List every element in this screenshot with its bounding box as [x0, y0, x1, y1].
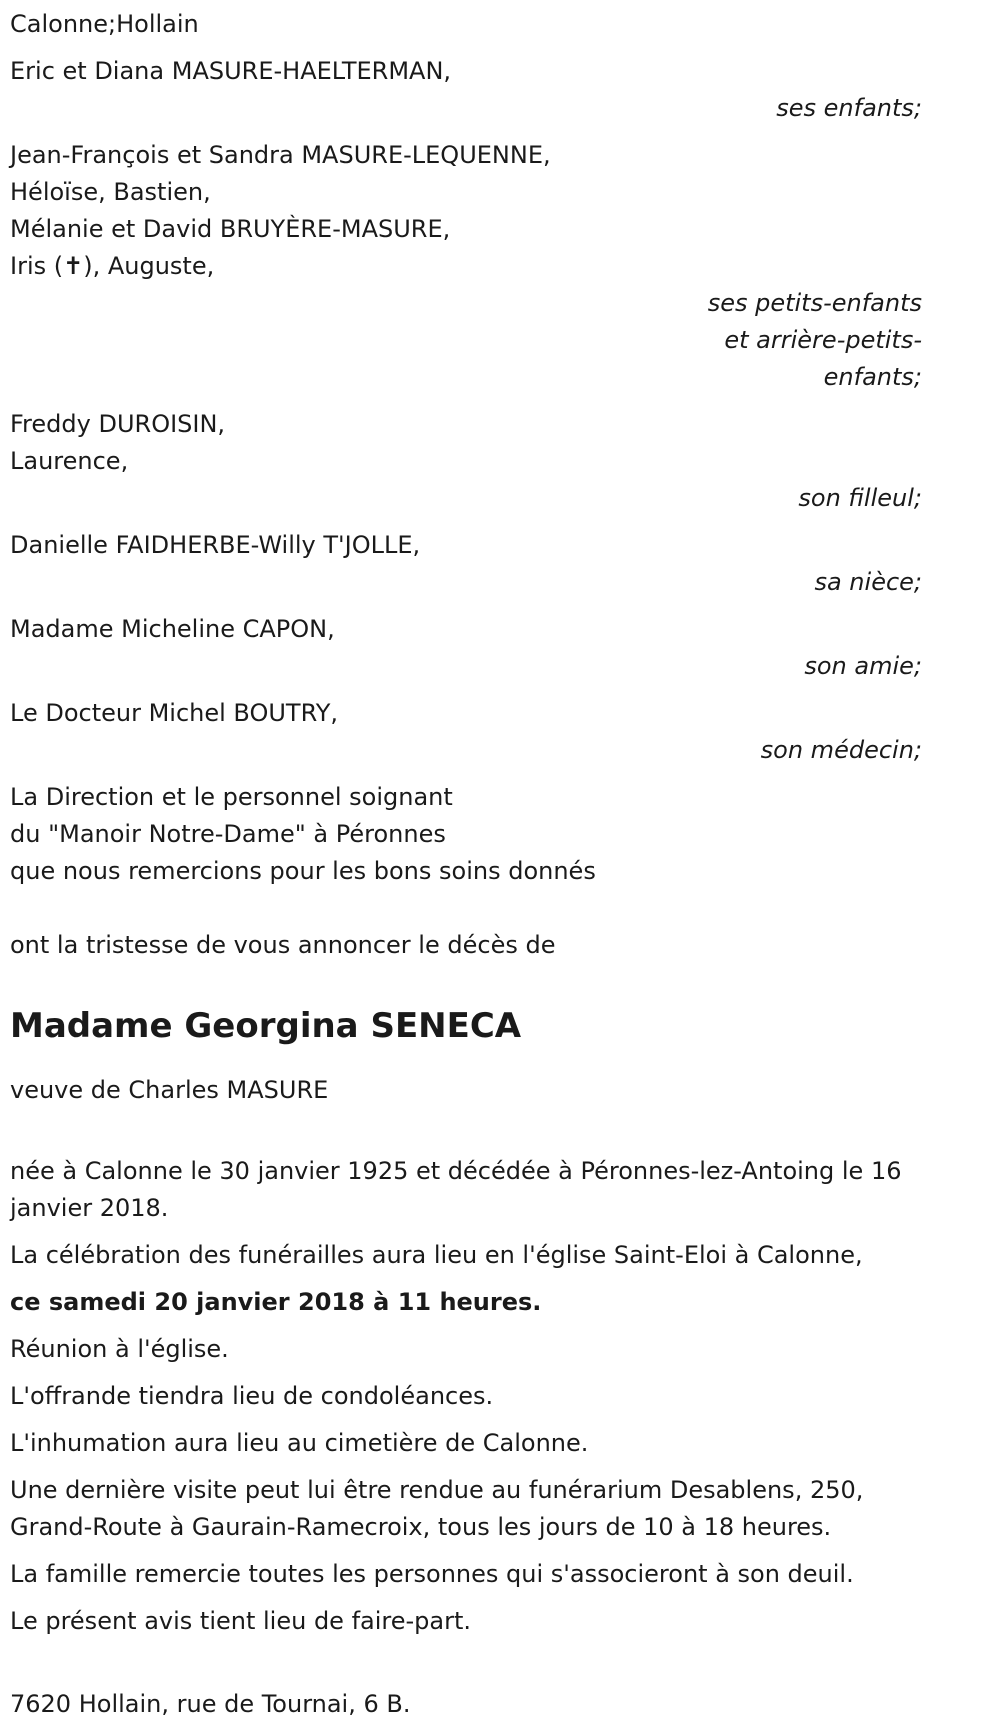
family-name: Le Docteur Michel BOUTRY,	[10, 699, 339, 727]
meeting-text: Réunion à l'église.	[10, 1335, 229, 1363]
family-group-niece	[10, 527, 922, 601]
family-group-godson	[10, 406, 922, 517]
address-text: 7620 Hollain, rue de Tournai, 6 B.	[10, 1690, 411, 1718]
care-home-line: du "Manoir Notre-Dame" à Péronnes	[10, 820, 446, 848]
care-home-thanks	[10, 779, 922, 890]
care-home-line: que nous remercions pour les bons soins donnés	[10, 857, 596, 885]
family-role: son filleul;	[798, 484, 922, 512]
notice-text: Le présent avis tient lieu de faire-part.	[10, 1607, 472, 1635]
family-group-friend	[10, 611, 922, 685]
family-name: Laurence,	[10, 447, 129, 475]
visit-text: Une dernière visite peut lui être rendue au funérarium Desablens, 250, Grand-Route à Gaurain-Ramecroix, tous les jours de 10 à 18 heures.	[10, 1476, 864, 1541]
family-group-children	[10, 53, 922, 127]
ceremony-date: ce samedi 20 janvier 2018 à 11 heures.	[10, 1288, 542, 1316]
family-name: Héloïse, Bastien,	[10, 178, 211, 206]
widow-of-text: veuve de Charles MASURE	[10, 1076, 329, 1104]
family-name: Eric et Diana MASURE-HAELTERMAN,	[10, 57, 452, 85]
family-group-doctor	[10, 695, 922, 769]
family-name: Madame Micheline CAPON,	[10, 615, 335, 643]
deceased-name: Madame Georgina SENECA	[10, 1006, 522, 1046]
offering-text: L'offrande tiendra lieu de condoléances.	[10, 1382, 494, 1410]
location-header: Calonne;Hollain	[10, 10, 199, 38]
family-name: Mélanie et David BRUYÈRE-MASURE,	[10, 215, 451, 243]
thanks-text: La famille remercie toutes les personnes qui s'associeront à son deuil.	[10, 1560, 854, 1588]
family-role: ses petits-enfants	[707, 289, 922, 317]
family-role: sa nièce;	[814, 568, 922, 596]
burial-text: L'inhumation aura lieu au cimetière de Calonne.	[10, 1429, 589, 1457]
care-home-line: La Direction et le personnel soignant	[10, 783, 453, 811]
family-role: son amie;	[804, 652, 922, 680]
family-role: ses enfants;	[776, 94, 922, 122]
ceremony-text: La célébration des funérailles aura lieu en l'église Saint-Eloi à Calonne,	[10, 1241, 863, 1269]
family-role: son médecin;	[760, 736, 922, 764]
family-name: Iris (✝), Auguste,	[10, 252, 215, 280]
family-name: Danielle FAIDHERBE-Willy T'JOLLE,	[10, 531, 421, 559]
family-role: et arrière-petits-	[724, 326, 922, 354]
family-name: Freddy DUROISIN,	[10, 410, 226, 438]
family-group-grandchildren	[10, 137, 922, 396]
announcement-text: ont la tristesse de vous annoncer le décès de	[10, 931, 556, 959]
family-role: enfants;	[823, 363, 922, 391]
birth-death-text: née à Calonne le 30 janvier 1925 et décédée à Péronnes-lez-Antoing le 16 janvier 2018.	[10, 1157, 902, 1222]
family-name: Jean-François et Sandra MASURE-LEQUENNE,	[10, 141, 551, 169]
obituary-content	[10, 6, 922, 1723]
